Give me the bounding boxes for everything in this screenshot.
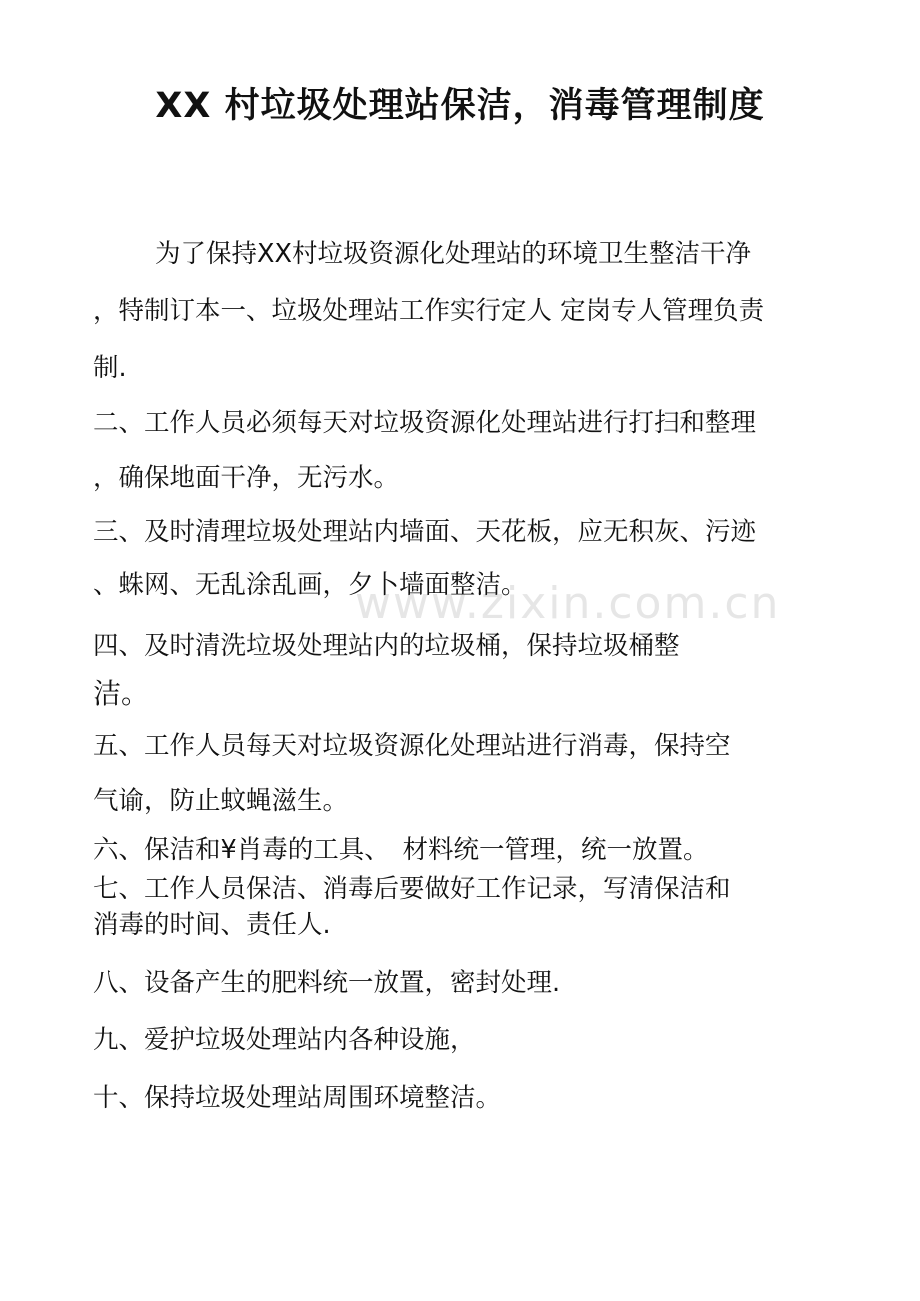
paragraph-line: 十、保持垃圾处理站周围环境整洁。	[93, 1083, 502, 1113]
paragraph-line: 洁。	[93, 677, 150, 710]
paragraph-line: 九、爱护垃圾处理站内各种设施，	[93, 1025, 476, 1055]
paragraph-line: 七、工作人员保洁、消毒后要做好工作记录，写清保洁和	[93, 874, 731, 904]
paragraph-line: 四、及时清洗垃圾处理站内的垃圾桶，保持垃圾桶整	[93, 631, 680, 661]
paragraph-line: 气谕，防止蚊蝇滋生。	[93, 786, 349, 816]
paragraph-line: 、蛛网、无乱涂乱画，夕卜墙面整洁。	[93, 570, 527, 600]
paragraph-line: 五、工作人员每天对垃圾资源化处理站进行消毒，保持空	[93, 731, 731, 761]
paragraph-line: 为了保持XX村垃圾资源化处理站的环境卫生整洁干净	[155, 239, 751, 269]
paragraph-line: 三、及时清理垃圾处理站内墙面、天花板，应无积灰、污迹	[93, 517, 757, 547]
page-title: XX 村垃圾处理站保洁，消毒管理制度	[155, 86, 765, 126]
paragraph-line: 八、设备产生的肥料统一放置，密封处理.	[93, 968, 561, 998]
paragraph-line: 六、保洁和¥肖毒的工具、 材料统一管理，统一放置。	[93, 835, 709, 865]
paragraph-line: ，特制订本一、垃圾处理站工作实行定人 定岗专人管理负责	[93, 296, 765, 326]
paragraph-line: 制.	[93, 353, 127, 383]
paragraph-line: 消毒的时间、责任人.	[93, 910, 331, 940]
paragraph-line: ，确保地面干净，无污水。	[93, 463, 400, 493]
paragraph-line: 二、工作人员必须每天对垃圾资源化处理站进行打扫和整理	[93, 408, 757, 438]
watermark: www.zixin.com.cn	[355, 578, 781, 629]
